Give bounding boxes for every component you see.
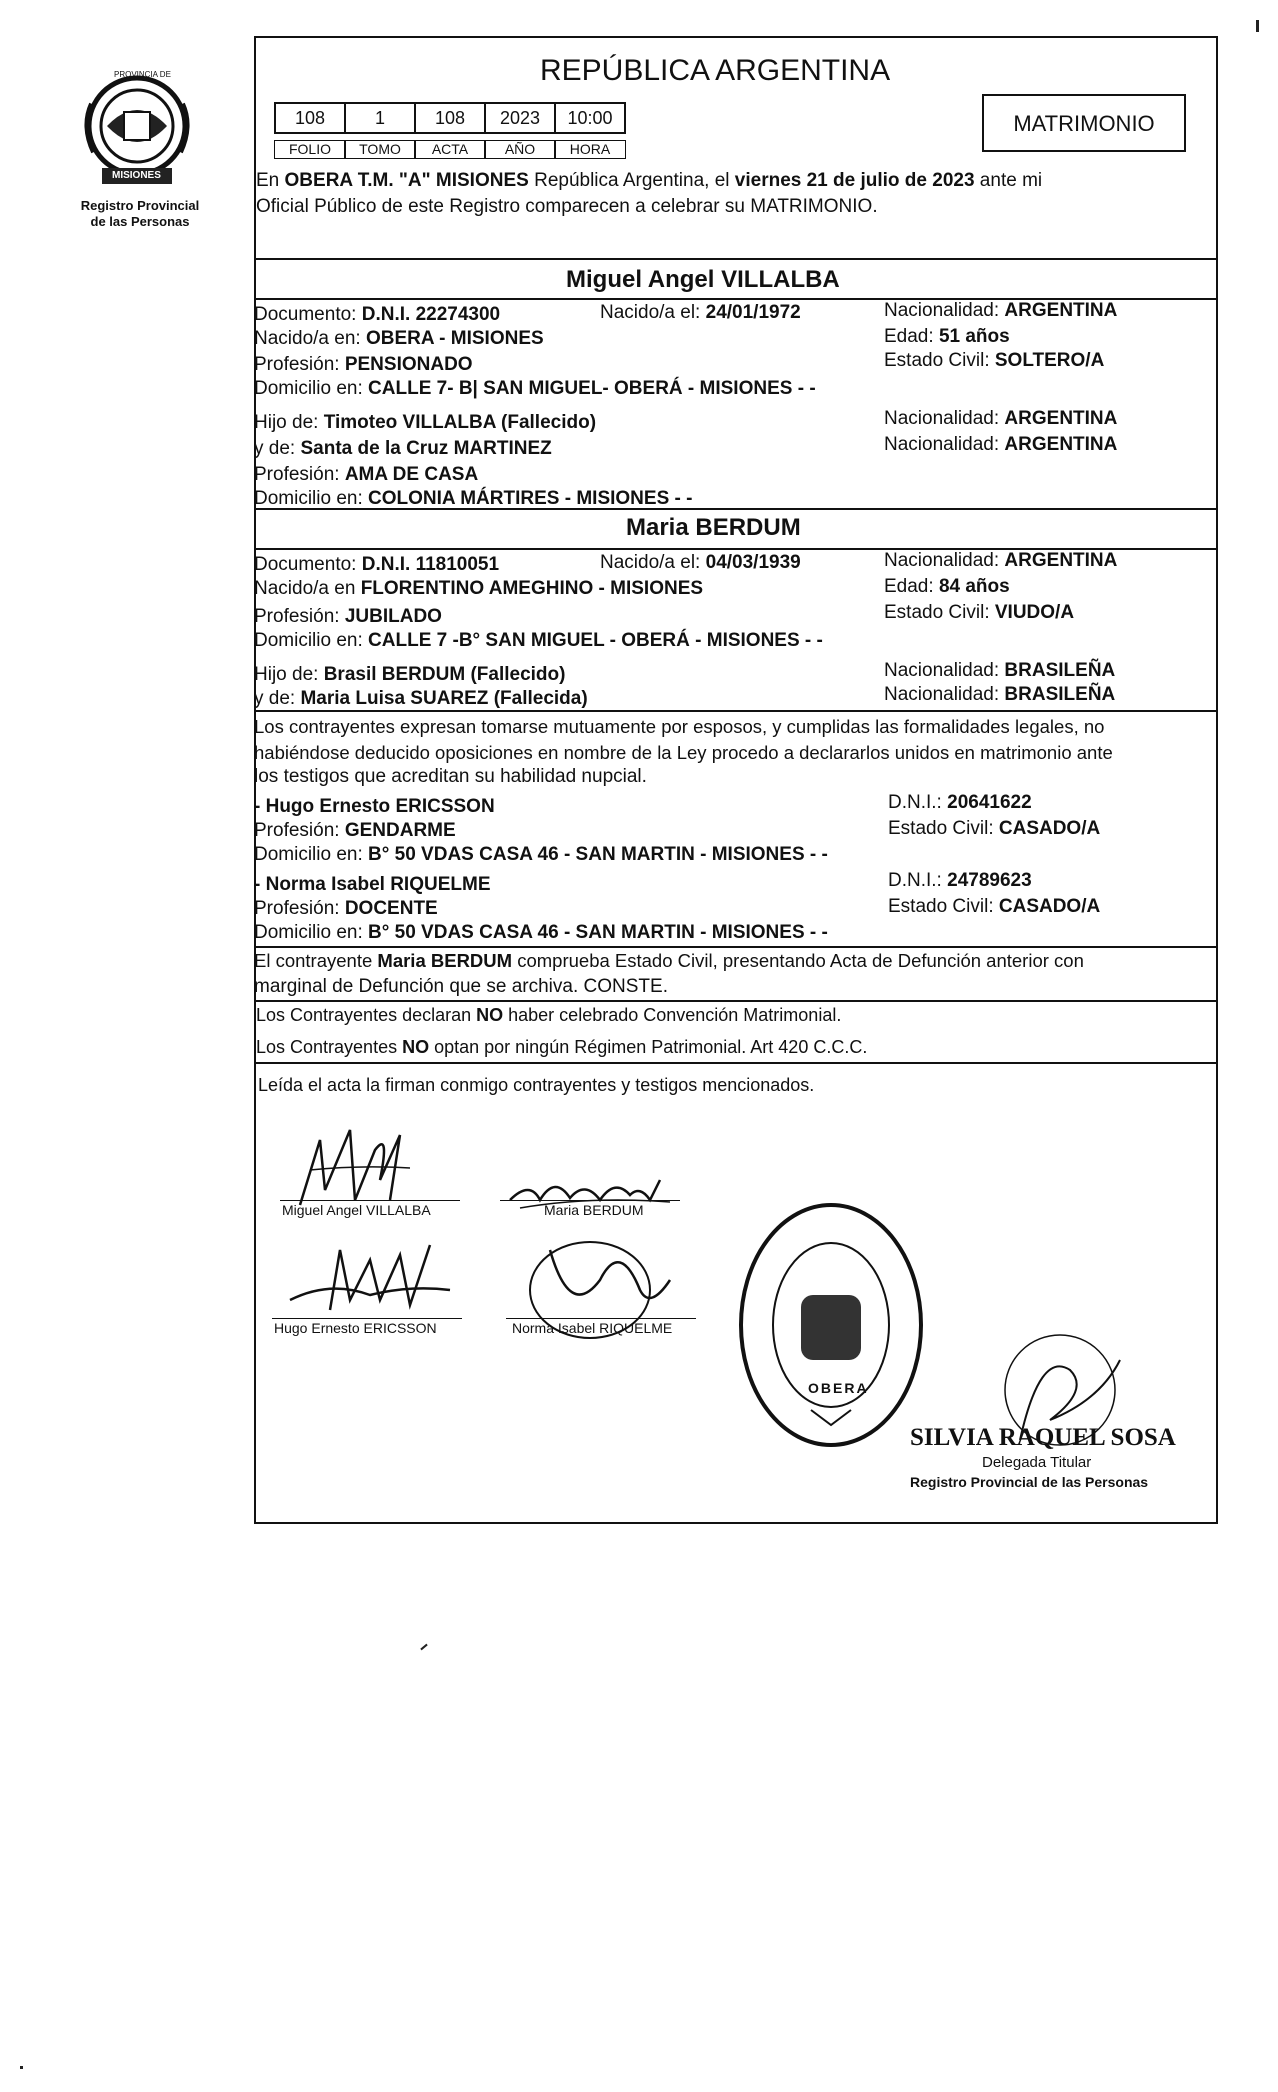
witness1-name: - Hugo Ernesto ERICSSON [254,796,495,817]
value: 04/03/1939 [705,552,801,573]
witness2-dni [888,870,1032,892]
label: Domicilio en: [254,630,369,651]
spouse2-civil-status [884,602,1074,624]
label: Estado Civil: [884,350,995,371]
value: SOLTERO/A [994,350,1105,371]
witness2-profession [254,898,438,920]
spouse2-nationality [884,550,1117,572]
value: CALLE 7- B| SAN MIGUEL- OBERÁ - MISIONES - - [368,378,816,399]
value: Santa de la Cruz MARTINEZ [300,438,552,459]
witness1-dni [888,792,1032,814]
value: BRASILEÑA [1004,684,1116,705]
value: ARGENTINA [1004,408,1118,429]
intro-line-1 [256,170,1042,192]
label: Profesión: [254,464,345,485]
record-type: MATRIMONIO [1013,111,1155,136]
value: 24789623 [947,870,1032,891]
text: Los Contrayentes declaran [256,1005,477,1025]
spouse1-civil-status [884,350,1104,372]
label: Edad: [884,326,939,347]
signature-line [506,1318,696,1319]
witness2-name: - Norma Isabel RIQUELME [254,874,491,895]
label: Profesión: [254,354,345,375]
scan-mark [1256,20,1259,32]
label: Nacido/a en: [254,328,366,349]
label: Nacionalidad: [884,434,1005,455]
spouse2-doc [254,554,499,576]
divider [254,258,1218,260]
label: Nacionalidad: [884,300,1005,321]
value: CALLE 7 -B° SAN MIGUEL - OBERÁ - MISIONES - - [368,630,823,651]
hora-label: HORA [554,140,626,159]
declaration-line-1: Los contrayentes expresan tomarse mutuamente por esposos, y cumplidas las formalidades legales, no [254,716,1105,737]
country-title: REPÚBLICA ARGENTINA [540,54,891,87]
text: haber celebrado Convención Matrimonial. [503,1005,842,1025]
label: D.N.I.: [888,870,948,891]
signature-label-witness1: Hugo Ernesto ERICSSON [274,1320,437,1336]
scan-mark [420,1644,427,1651]
province-logo [72,64,202,194]
witness2-address [254,922,828,944]
note-line-2: marginal de Defunción que se archiva. CONSTE. [254,976,668,997]
spouse2-birthplace [254,578,703,600]
signature-label-spouse1: Miguel Angel VILLALBA [282,1202,431,1218]
label: y de: [254,438,301,459]
intro-text: ante mi [974,170,1043,191]
value: OBERA - MISIONES [365,328,544,349]
value: B° 50 VDAS CASA 46 - SAN MARTIN - MISIONES - - [368,844,828,865]
spouse2-profession [254,606,442,628]
label: D.N.I.: [888,792,948,813]
official-seal [736,1200,926,1450]
value: DOCENTE [344,898,438,919]
logo-bottom-text: MISIONES [112,170,161,181]
witness2-civil-status [888,896,1100,918]
label: Documento: [254,554,362,575]
spouse1-mother-profession [254,464,478,486]
signature-label-witness2: Norma Isabel RIQUELME [512,1320,673,1336]
divider [254,1000,1218,1002]
folio-value: 108 [274,102,346,134]
spouse2-mother-nationality [884,684,1115,706]
label: Nacido/a en [254,578,361,599]
value: CASADO/A [998,818,1101,839]
label: Domicilio en: [254,378,369,399]
witness1-profession [254,820,456,842]
value: 24/01/1972 [705,302,801,323]
acta-label: ACTA [414,140,486,159]
value: GENDARME [344,820,456,841]
spouse2-father [254,664,565,686]
record-type-box [982,94,1186,152]
witness1-address [254,844,828,866]
text: comprueba Estado Civil, presentando Acta de Defunción anterior con [512,950,1084,971]
value: Brasil BERDUM (Fallecido) [323,664,566,685]
label: Nacionalidad: [884,408,1005,429]
spouse2-father-nationality [884,660,1115,682]
value: B° 50 VDAS CASA 46 - SAN MARTIN - MISIONES - - [368,922,828,943]
intro-date: viernes 21 de julio de 2023 [734,170,975,191]
intro-text: En [256,170,285,191]
regime-line-2 [256,1036,867,1058]
spouse1-birthplace [254,328,544,350]
spouse1-parents-address [254,488,692,510]
label: Hijo de: [254,664,324,685]
spouse1-nationality [884,300,1117,322]
value: NO [402,1037,430,1057]
label: Nacionalidad: [884,660,1005,681]
official-org: Registro Provincial de las Personas [910,1474,1149,1490]
value: D.N.I. 11810051 [361,554,500,575]
divider [254,1062,1218,1064]
registry-caption-1: Registro Provincial [80,198,200,213]
closing-text: Leída el acta la firman conmigo contrayentes y testigos mencionados. [258,1075,815,1095]
value: ARGENTINA [1004,434,1118,455]
value: AMA DE CASA [344,464,479,485]
tomo-label: TOMO [344,140,416,159]
signature-witness1 [270,1240,470,1320]
folio-label: FOLIO [274,140,346,159]
signature-line [280,1200,460,1201]
spouse1-doc [254,304,500,326]
official-name: SILVIA RAQUEL SOSA [910,1424,1176,1451]
value: COLONIA MÁRTIRES - MISIONES - - [368,488,693,509]
registry-caption-2: de las Personas [90,214,190,229]
spouse2-born [600,552,801,574]
divider [254,946,1218,948]
value: VIUDO/A [994,602,1075,623]
declaration-line-3: los testigos que acreditan su habilidad nupcial. [254,766,647,787]
text: Los Contrayentes [256,1037,403,1057]
label: y de: [254,688,301,709]
value: BRASILEÑA [1004,660,1116,681]
label: Profesión: [254,898,345,919]
spouse1-mother-nationality [884,434,1117,456]
label: Hijo de: [254,412,324,433]
value: CASADO/A [998,896,1101,917]
value: 84 años [938,576,1010,597]
label: Estado Civil: [884,602,995,623]
acta-value: 108 [414,102,486,134]
label: Nacido/a el: [600,302,706,323]
spouse1-address [254,378,816,400]
intro-text: República Argentina, el [528,170,735,191]
label: Domicilio en: [254,844,369,865]
value: 20641622 [947,792,1032,813]
value: PENSIONADO [344,354,473,375]
divider [254,710,1218,712]
anio-label: AÑO [484,140,556,159]
label: Documento: [254,304,362,325]
note-line-1 [254,950,1084,972]
spouse1-age [884,326,1010,348]
signature-line [500,1200,680,1201]
spouse2-name: Maria BERDUM [626,514,801,541]
spouse1-profession [254,354,473,376]
spouse2-address [254,630,823,652]
label: Nacido/a el: [600,552,706,573]
intro-line-2: Oficial Público de este Registro comparecen a celebrar su MATRIMONIO. [256,196,878,217]
hora-value: 10:00 [554,102,626,134]
label: Profesión: [254,606,345,627]
spouse1-father [254,412,596,434]
label: Estado Civil: [888,818,999,839]
logo-top-text: PROVINCIA DE [114,70,171,79]
label: Edad: [884,576,939,597]
anio-value: 2023 [484,102,556,134]
value: ARGENTINA [1004,300,1118,321]
spouse1-father-nationality [884,408,1117,430]
label: Estado Civil: [888,896,999,917]
spouse1-born [600,302,801,324]
signature-label-spouse2: Maria BERDUM [544,1202,644,1218]
value: 51 años [938,326,1010,347]
value: D.N.I. 22274300 [361,304,501,325]
label: Profesión: [254,820,345,841]
signature-line [272,1318,462,1319]
official-title: Delegada Titular [982,1454,1092,1471]
seal-bottom-text: OBERA [808,1380,869,1396]
witness1-civil-status [888,818,1100,840]
value: Timoteo VILLALBA (Fallecido) [323,412,597,433]
label: Domicilio en: [254,488,369,509]
value: Maria BERDUM [377,950,513,971]
intro-place: OBERA T.M. "A" MISIONES [284,170,529,191]
value: ARGENTINA [1004,550,1118,571]
spouse1-name: Miguel Angel VILLALBA [566,266,840,293]
spouse2-mother [254,688,588,710]
divider [254,508,1218,510]
scan-mark [20,2066,23,2069]
spouse2-age [884,576,1010,598]
value: NO [476,1005,504,1025]
text: optan por ningún Régimen Patrimonial. Art 420 C.C.C. [429,1037,868,1057]
label: Nacionalidad: [884,550,1005,571]
tomo-value: 1 [344,102,416,134]
label: Domicilio en: [254,922,369,943]
regime-line-1 [256,1004,841,1026]
label: Nacionalidad: [884,684,1005,705]
value: FLORENTINO AMEGHINO - MISIONES [360,578,704,599]
declaration-line-2: habiéndose deducido oposiciones en nombre de la Ley procedo a declararlos unidos en matrimonio ante [254,742,1113,763]
text: El contrayente [254,950,378,971]
spouse1-mother [254,438,552,460]
value: Maria Luisa SUAREZ (Fallecida) [300,688,588,709]
value: JUBILADO [344,606,442,627]
